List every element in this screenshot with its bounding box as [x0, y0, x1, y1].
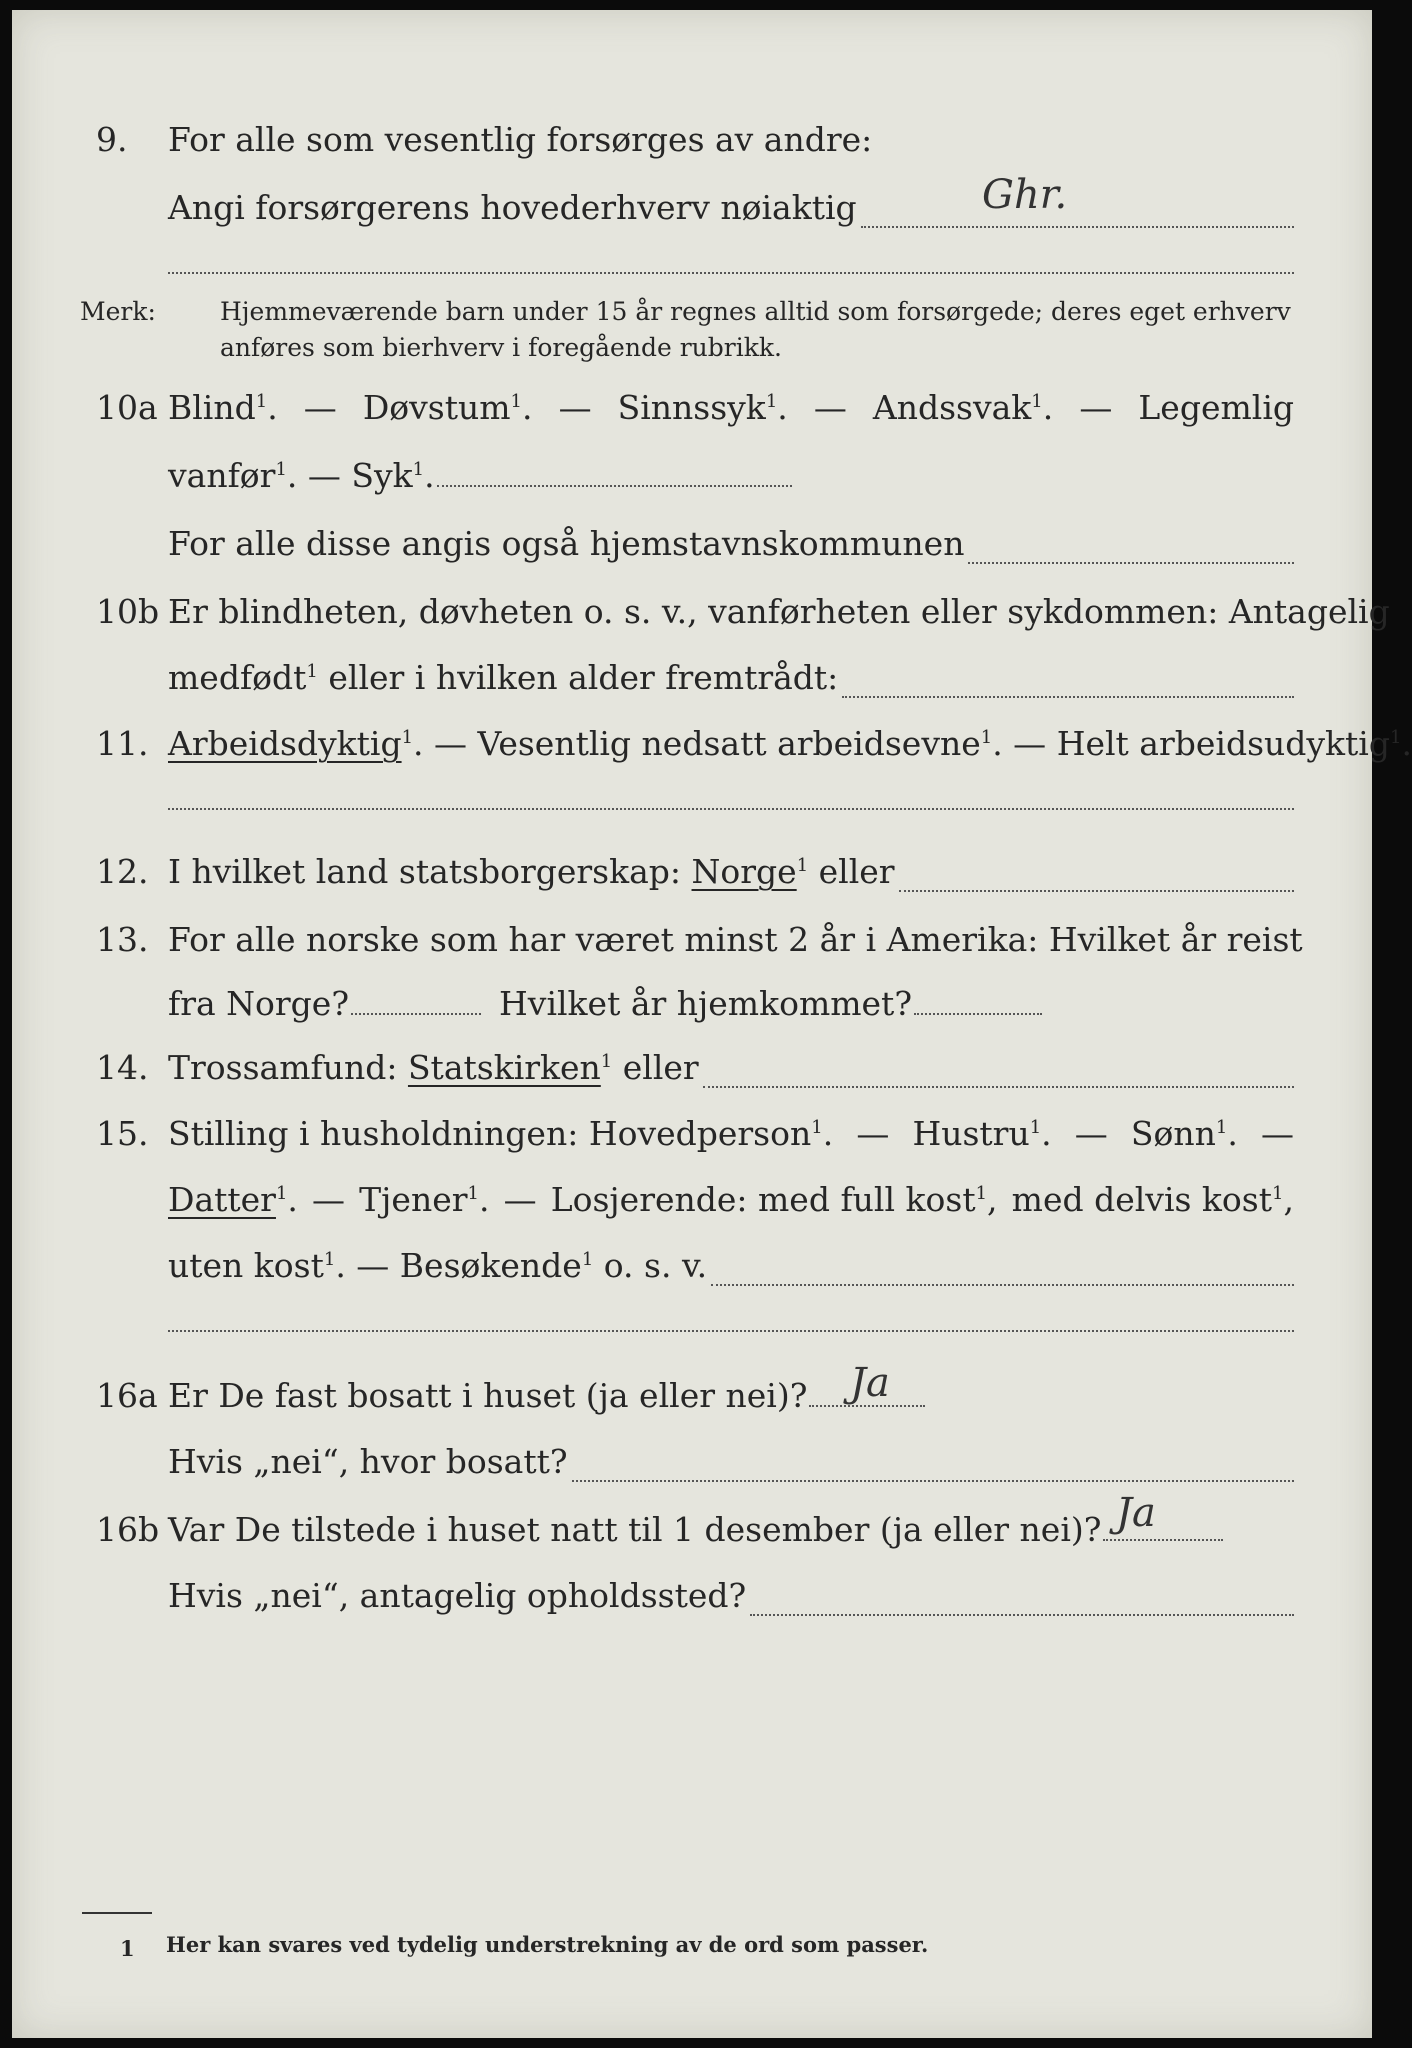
q9-line1	[12, 112, 1372, 168]
q10a-hjemstavn-text: For alle disse angis også hjemstavnskommunen	[168, 524, 965, 563]
q13-reist-text: fra Norge?	[168, 984, 350, 1023]
q16a-line1	[12, 1368, 1372, 1424]
q10a-hjemstavn-line[interactable]	[968, 562, 1294, 564]
q14-answer-line[interactable]	[703, 1086, 1294, 1088]
q13-text1: For alle norske som har været minst 2 år i Amerika: Hvilket år reist	[168, 920, 1303, 959]
footnote-text: Her kan svares ved tydelig understrekning av de ord som passer.	[166, 1932, 929, 1957]
merk-text2: anføres som bierhverv i foregående rubrikk.	[220, 333, 782, 362]
q15-hovedperson[interactable]: Stilling i husholdningen: Hovedperson	[168, 1114, 812, 1153]
q16b-text2: Hvis „nei“, antagelig opholdssted?	[168, 1576, 747, 1615]
q16a-text1: Er De fast bosatt i huset (ja eller nei)?	[168, 1376, 808, 1415]
q10a-line1: 10a Blind$^1$. — Døvstum$^1$. — Sinnssyk$^1$. — Andssvak$^1$. — Legemlig	[12, 380, 1372, 436]
q15-delvis-kost[interactable]: med delvis kost	[1011, 1180, 1272, 1219]
q13-line1	[12, 912, 1372, 968]
footnote-rule	[82, 1912, 152, 1914]
q16a-line2	[12, 1434, 1372, 1490]
q11-number: 11.	[96, 724, 149, 763]
q16b-line2	[12, 1568, 1372, 1624]
q9-text1: For alle som vesentlig forsørges av andre:	[168, 120, 873, 159]
q16b-handwritten-answer: Ja	[1116, 1490, 1156, 1536]
merk-text1: Hjemmeværende barn under 15 år regnes alltid som forsørgede; deres eget erhverv	[220, 297, 1291, 326]
q10a-vanfor[interactable]: vanfør	[168, 456, 276, 495]
q14-eller: eller	[622, 1048, 699, 1087]
q12-number: 12.	[96, 852, 149, 891]
q15-answer-line[interactable]	[711, 1284, 1294, 1286]
q10b-number: 10b	[96, 592, 160, 631]
q9-line2	[12, 180, 1372, 236]
q12-text: I hvilket land statsborgerskap:	[168, 852, 682, 891]
q10a-line3	[12, 516, 1372, 572]
q16a-text2: Hvis „nei“, hvor bosatt?	[168, 1442, 568, 1481]
q15-full-kost[interactable]: Losjerende: med full kost	[550, 1180, 976, 1219]
q15-datter[interactable]: Datter	[168, 1180, 276, 1219]
q15-sonn[interactable]: Sønn	[1130, 1114, 1216, 1153]
q9-answer-line[interactable]	[861, 226, 1294, 228]
q15-extra-line[interactable]	[168, 1330, 1294, 1332]
q10a-syk-line[interactable]	[437, 485, 792, 487]
q14-line: 14. Trossamfund: Statskirken$^1$ eller	[12, 1040, 1372, 1096]
q15-line1: 15. Stilling i husholdningen: Hovedperson$^1$. — Hustru$^1$. — Sønn$^1$. —	[12, 1106, 1372, 1162]
q11-udyktig[interactable]: Helt arbeidsudyktig	[1056, 724, 1390, 763]
q13-number: 13.	[96, 920, 149, 959]
q15-uten-kost[interactable]: uten kost	[168, 1246, 324, 1285]
q15-number: 15.	[96, 1114, 149, 1153]
q12-norge[interactable]: Norge	[691, 852, 797, 891]
q10b-answer-line[interactable]	[842, 696, 1294, 698]
q16b-text1: Var De tilstede i huset natt til 1 desember (ja eller nei)?	[168, 1510, 1102, 1549]
census-form-page	[12, 10, 1412, 2038]
q10b-alder-text: eller i hvilken alder fremtrådt:	[328, 658, 839, 697]
q15-line2: Datter$^1$. — Tjener$^1$. — Losjerende: med full kost$^1$, med delvis kost$^1$,	[168, 1180, 1294, 1219]
q10a-dovstum[interactable]: Døvstum	[362, 388, 511, 427]
q14-statskirken[interactable]: Statskirken	[407, 1048, 601, 1087]
q12-eller: eller	[818, 852, 895, 891]
q15-besokende[interactable]: Besøkende	[399, 1246, 582, 1285]
q10b-line2: medfødt$^1$ eller i hvilken alder fremtrådt:	[12, 650, 1372, 706]
q15-tjener[interactable]: Tjener	[359, 1180, 468, 1219]
q13-line2	[12, 976, 1372, 1032]
q12-line: 12. I hvilket land statsborgerskap: Norge$^1$ eller	[12, 844, 1372, 900]
q11-line: 11. Arbeidsdyktig$^1$. — Vesentlig nedsatt arbeidsevne$^1$. — Helt arbeidsudyktig$^1$.	[12, 716, 1372, 772]
q16a-handwritten-answer: Ja	[850, 1360, 890, 1406]
q10a-sinnssyk[interactable]: Sinnssyk	[617, 388, 766, 427]
q16a-number: 16a	[96, 1376, 158, 1415]
q11-arbeidsdyktig[interactable]: Arbeidsdyktig	[168, 724, 402, 763]
q10a-line2: vanfør$^1$. — Syk$^1$.	[12, 448, 1372, 504]
q16b-line1	[12, 1502, 1372, 1558]
q13-hjemkommet-line[interactable]	[914, 1013, 1042, 1015]
q10a-number: 10a	[96, 388, 158, 427]
q9-text2: Angi forsørgerens hovederhverv nøiaktig	[168, 188, 857, 227]
q12-answer-line[interactable]	[899, 890, 1294, 892]
q15-line3: uten kost$^1$. — Besøkende$^1$ o. s. v.	[12, 1238, 1372, 1294]
merk-label: Merk:	[80, 297, 156, 326]
q15-hustru[interactable]: Hustru	[912, 1114, 1030, 1153]
q11-nedsatt[interactable]: Vesentlig nedsatt arbeidsevne	[477, 724, 981, 763]
q13-hjemkommet-text: Hvilket år hjemkommet?	[499, 984, 913, 1023]
q10a-blind[interactable]: Blind	[168, 388, 256, 427]
q10b-line1	[12, 584, 1390, 640]
q10b-medfodt[interactable]: medfødt	[168, 658, 307, 697]
q14-text: Trossamfund:	[168, 1048, 398, 1087]
q10a-syk[interactable]: Syk	[351, 456, 413, 495]
q15-osv: o. s. v.	[603, 1246, 708, 1285]
q13-reist-line[interactable]	[351, 1013, 481, 1015]
q14-number: 14.	[96, 1048, 149, 1087]
q16b-answer-line[interactable]	[1103, 1539, 1223, 1541]
q10a-andssvak[interactable]: Andssvak	[872, 388, 1032, 427]
q9-handwritten-answer: Ghr.	[982, 172, 1068, 218]
q10b-text1: Er blindheten, døvheten o. s. v., vanførheten eller sykdommen: Antagelig	[168, 592, 1390, 631]
q9-number: 9.	[96, 120, 128, 159]
q16a-bosatt-line[interactable]	[572, 1480, 1294, 1482]
q11-extra-line[interactable]	[168, 808, 1294, 810]
q16b-number: 16b	[96, 1510, 160, 1549]
q10a-legemlig[interactable]: Legemlig	[1138, 388, 1294, 427]
q16b-opholdssted-line[interactable]	[750, 1614, 1294, 1616]
footnote-mark: 1	[120, 1936, 135, 1961]
q9-extra-line[interactable]	[168, 272, 1294, 274]
